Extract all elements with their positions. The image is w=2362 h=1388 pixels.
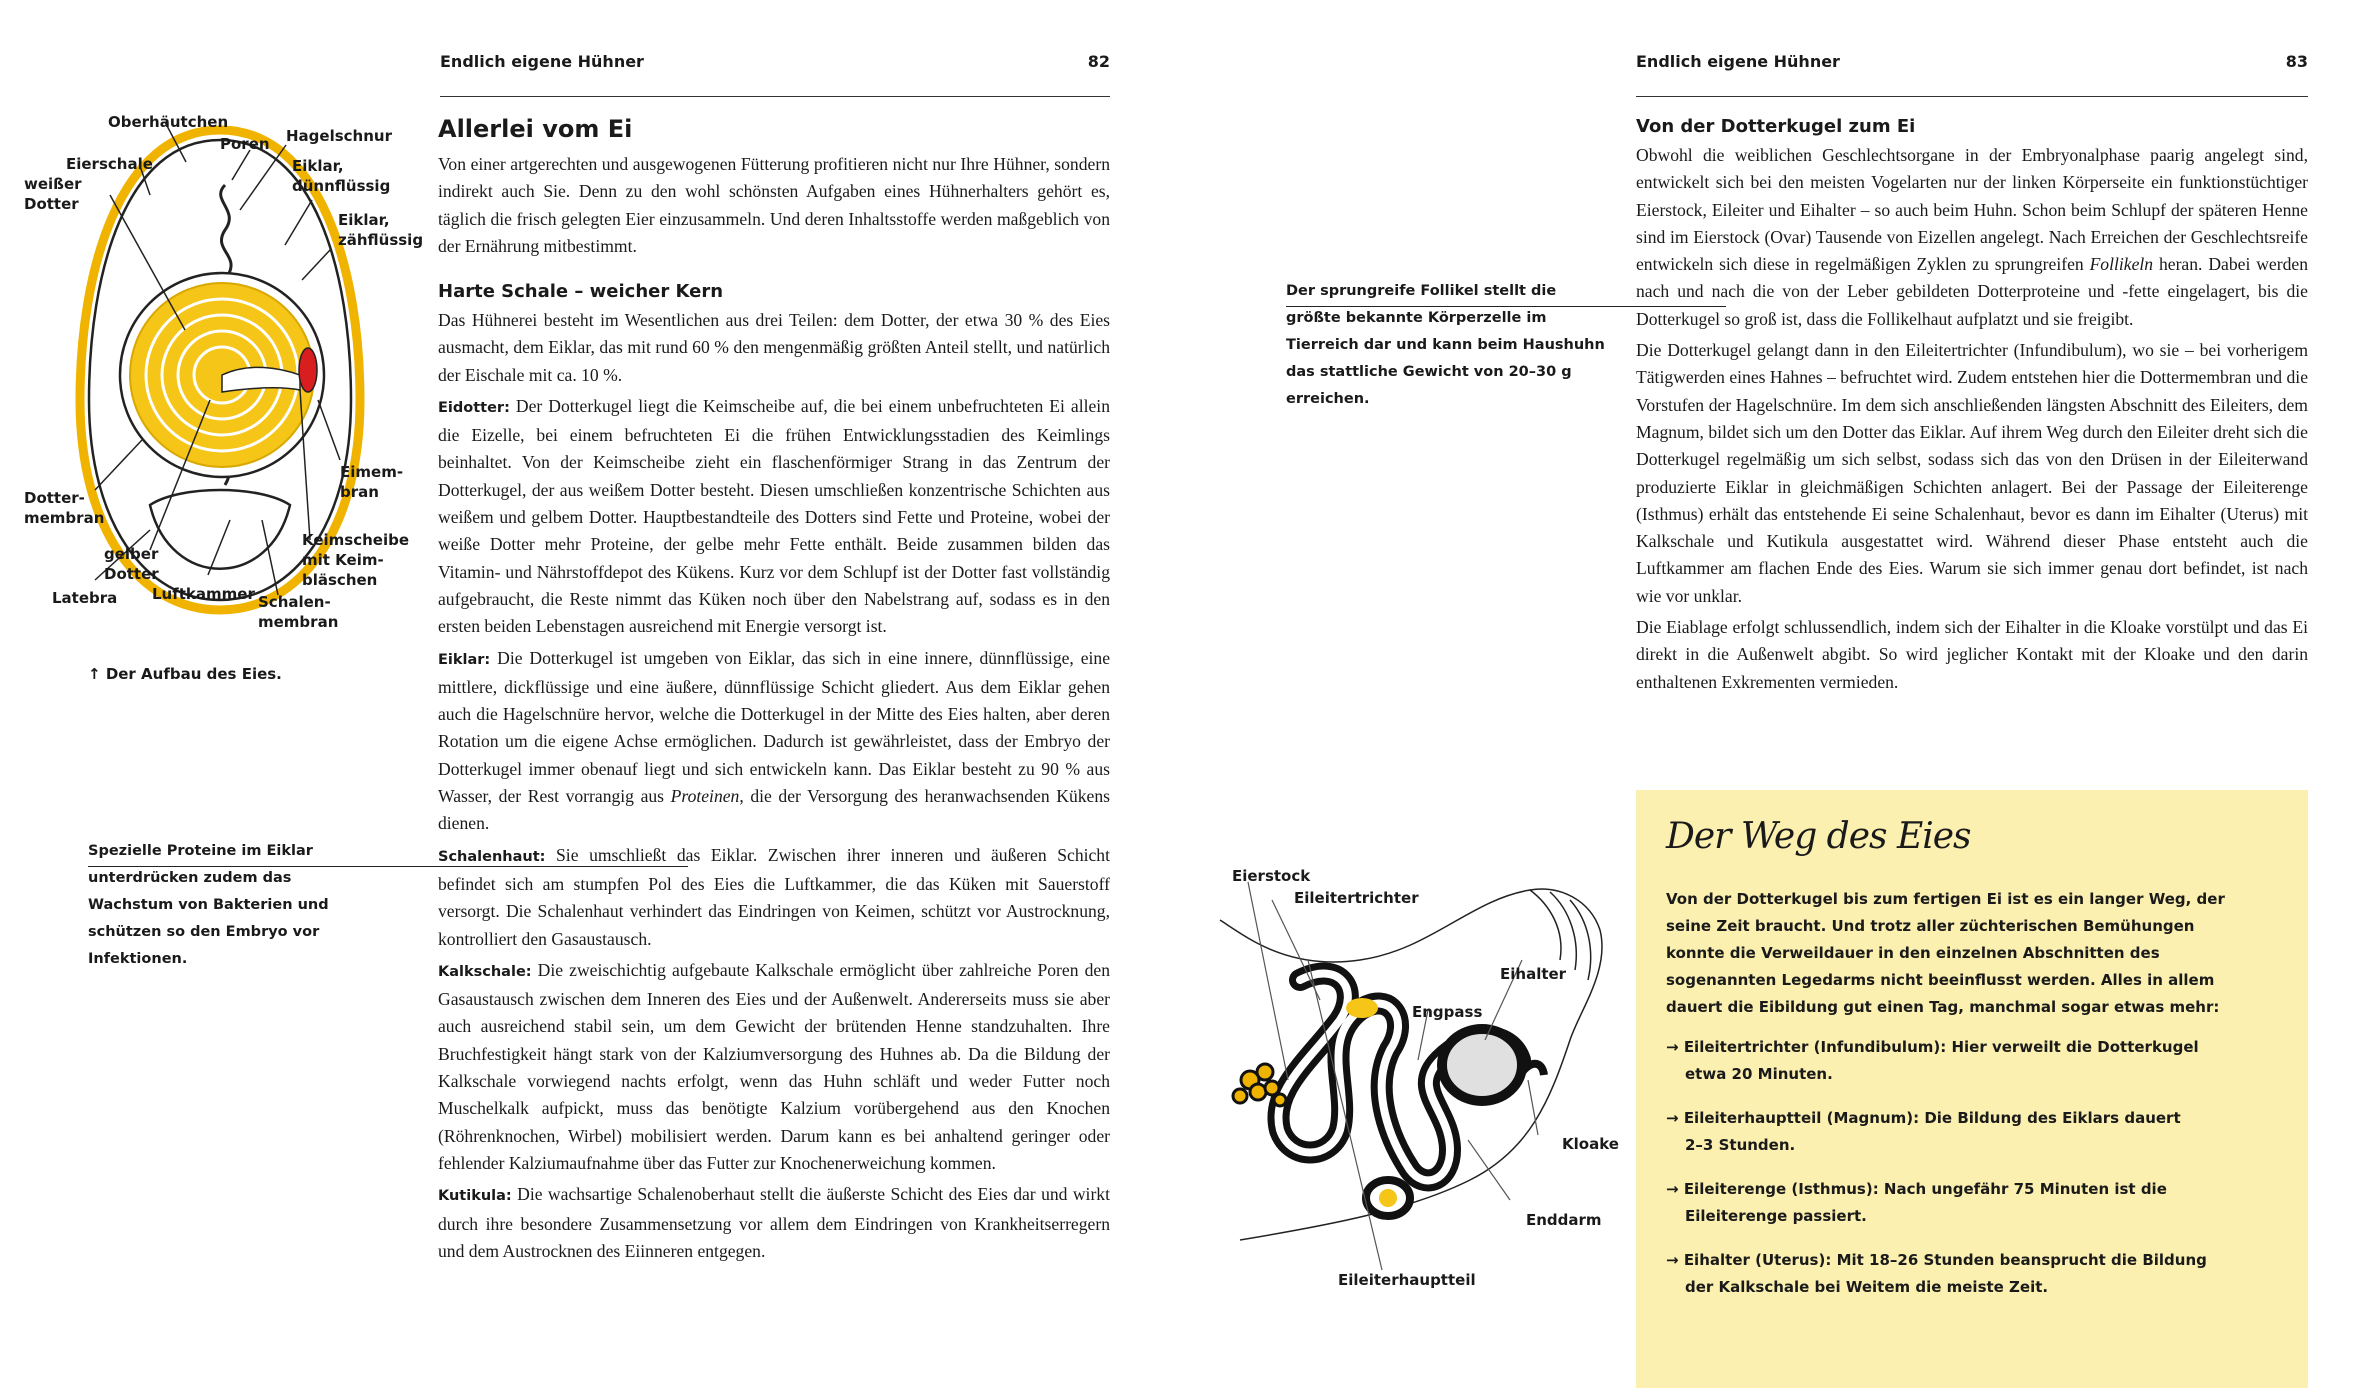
hen-label-kloake: Kloake (1562, 1135, 1619, 1153)
hen-label-eierstock: Eierstock (1232, 867, 1311, 885)
egg-label-gelber-dotter: gelber Dotter (104, 545, 159, 583)
sub-intro: Das Hühnerei besteht im Wesentlichen aus drei Teilen: dem Dotter, der etwa 30 % des Eies ausmacht, dem Eiklar, das mit rund 60 % den mengenmäßig größten Anteil stellt, und natürlich der Eischale mit ca. 10 %. (438, 310, 1110, 385)
left-sidenote: Spezielle Proteine im Eiklar unterdrücken zudem das Wachstum von Bakterien und schützen so den Embryo vor Infektionen. (88, 843, 329, 967)
egg-label-dottermembran: Dotter- membran (24, 489, 105, 527)
left-header-title: Endlich eigene Hühner (440, 52, 644, 71)
yolk-top (1346, 998, 1378, 1018)
egg-label-latebra: Latebra (52, 589, 118, 607)
hen-label-eileiterhauptteil: Eileiterhauptteil (1338, 1271, 1476, 1289)
right-page-number: 83 (2285, 52, 2308, 71)
latebra (222, 367, 300, 392)
eihalter-egg (1442, 1029, 1522, 1101)
info-box (1636, 790, 2308, 1388)
kalkschale-paragraph: Kalkschale: Die zweischichtig aufgebaute Kalkschale ermöglicht über zahlreiche Poren den Gasaustausch zwischen dem Inneren des Eies und der Außenwelt. Andererseits muss sie aber auch ausreichend stabil sein, um dem Gewicht der brütenden Henne standzuhalten. Ihre Bruchfestigkeit hängt stark von der Kalziumversorgung des Huhnes ab. Da die Bildung der Kalkschale vorwiegend nachts erfolgt, wenn das Huhn schläft und weder Futter noch Muschelkalk aufpickt, muss das benötigte Kalzium vorübergehend aus den Knochen (Röhrenknochen, Wirbel) mobilisiert werden. Darum kann es bei anhaltend geringer oder fehlender Kalziumaufnahme über das Futter zur Knochenerweichung kommen. (438, 959, 1110, 1173)
info-box-step: → Eihalter (Uterus): Mit 18–26 Stunden beansprucht die Bildung der Kalkschale bei Weitem die meiste Zeit. (1666, 1251, 2207, 1296)
info-box-step: → Eileiterhauptteil (Magnum): Die Bildung des Eiklars dauert 2–3 Stunden. (1666, 1109, 2181, 1154)
egg-label-keimscheibe: Keimscheibe mit Keim- bläschen (302, 531, 410, 589)
hen-label-eihalter: Eihalter (1500, 965, 1567, 983)
info-box-intro: Von der Dotterkugel bis zum fertigen Ei ist es ein langer Weg, der seine Zeit braucht. Und trotz aller züchterischen Bemühungen konnte die Verweildauer in den einzelnen Abschnitten des sogenannten Legedarms nicht beeinflusst werden. Alles in allem dauert die Eibildung gut einen Tag, manchmal sogar etwas mehr: (1666, 890, 2225, 1016)
egg-caption: ↑ Der Aufbau des Eies. (88, 665, 282, 683)
egg-label-eierschale: Eierschale (66, 155, 153, 173)
hen-label-eileitertrichter: Eileitertrichter (1294, 889, 1419, 907)
info-box-step: → Eileiterenge (Isthmus): Nach ungefähr 75 Minuten ist die Eileiterenge passiert. (1666, 1180, 2167, 1225)
ovary (1233, 1064, 1286, 1106)
arrow-right-icon: → (1666, 1251, 1679, 1269)
egg-label-eiklar-duenn: Eiklar, dünnflüssig (292, 157, 391, 195)
caption-arrow-icon: ↑ (88, 665, 101, 683)
left-page-number: 82 (1087, 52, 1110, 71)
egg-label-eimembran: Eimem- bran (340, 463, 404, 501)
egg-label-weisser-dotter: weißer Dotter (24, 175, 82, 213)
info-box-title: Der Weg des Eies (1666, 816, 1971, 857)
left-header (440, 48, 1110, 97)
right-paragraph-1: Obwohl die weiblichen Geschlechtsorgane in der Embryonalphase paarig angelegt sind, entwickelt sich bei den meisten Vogelarten nur der linken Körperseite ein funktionstüchtiger Eierstock, Eileiter und Eihalter – so auch beim Huhn. Schon beim Schlupf der späteren Henne sind im Eierstock (Ovar) Tausende von Eizellen angelegt. Nach Erreichen der Geschlechtsreife entwickeln sich diese in regelmäßigen Zyklen zu sprungreifen Follikeln heran. Dabei werden nach und nach die von der Leber gebildeten Dotterproteine und -fette eingelagert, bis die Dotterkugel so groß ist, dass die Follikelhaut aufplatzt und sie freigibt. (1636, 145, 2308, 329)
egg-label-eiklar-zaeh: Eiklar, zähflüssig (338, 211, 424, 249)
egg-label-hagelschnur: Hagelschnur (286, 127, 392, 145)
hen-label-engpass: Engpass (1412, 1003, 1483, 1021)
germinal-disc (299, 348, 317, 392)
right-paragraph-3: Die Eiablage erfolgt schlussendlich, indem sich der Eihalter in die Kloake vorstülpt und das Ei direkt in die Außenwelt abgibt. So wird jeglicher Kontakt mit der Kloake und den darin enthaltenen Exkrementen vermieden. (1636, 617, 2308, 692)
right-body (1636, 142, 2308, 700)
arrow-right-icon: → (1666, 1109, 1679, 1127)
arrow-right-icon: → (1666, 1180, 1679, 1198)
eidotter-paragraph: Eidotter: Der Dotterkugel liegt die Keimscheibe auf, die bei einem unbefruchteten Ei allein die Eizelle, bei einem befruchteten Ei die frühen Entwicklungsstadien des Keimlings beinhaltet. Von der Keimscheibe zieht ein flaschenförmiger Strang in das Zentrum der Dotterkugel, der aus weißem Dotter besteht. Diesen umschließen konzentrische Schichten aus weißem und gelbem Dotter. Hauptbestandteile des Dotters sind Fette und Proteine, wobei der weiße Dotter mehr Proteine, der gelbe mehr Fette enthält. Beide zusammen bilden das Vitamin- und Nährstoffdepot des Kükens. Kurz vor dem Schlupf ist der Dotter fast vollständig aufgebraucht, die Reste nimmt das Küken noch über den Nabelstrang auf, sodass es in den ersten beiden Lebenstagen ausreichend mit Energie versorgt ist. (438, 395, 1110, 637)
right-sidenote: Der sprungreife Follikel stellt die größte bekannte Körperzelle im Tierreich dar und kann beim Haushuhn das stattliche Gewicht von 20–30 g erreichen. (1286, 283, 1605, 407)
arrow-right-icon: → (1666, 1038, 1679, 1056)
schalenhaut-paragraph: Schalenhaut: Sie umschließt das Eiklar. Zwischen ihrer inneren und äußeren Schicht befindet sich am stumpfen Pol des Eies die Luftkammer, die das Küken mit Sauerstoff versorgt. Die Schalenhaut verhindert das Eindringen von Keimen, schützt vor Austrocknung, kontrolliert den Gasaustausch. (438, 844, 1110, 949)
egg-label-luftkammer: Luftkammer (152, 585, 255, 603)
right-header-title: Endlich eigene Hühner (1636, 52, 1840, 71)
left-subheading: Harte Schale – weicher Kern (438, 281, 724, 302)
egg-label-poren: Poren (220, 135, 270, 153)
kutikula-paragraph: Kutikula: Die wachsartige Schalenoberhaut stellt die äußerste Schicht des Eies dar und wirkt durch ihre besondere Zusammensetzung vor allem dem Eindringen von Krankheitserregern und dem Austrocknen des Eiinneren entgegen. (438, 1184, 1110, 1261)
left-intro: Von einer artgerechten und ausgewogenen Fütterung profitieren nicht nur Ihre Hühner, sondern indirekt auch Sie. Denn zu den wohl schönsten Aufgaben eines Hühnerhalters gehört es, täglich die frisch gelegten Eier einzusammeln. Und deren Inhaltsstoffe werden maßgeblich von der Ernährung mitbestimmt. (438, 154, 1110, 256)
egg-label-schalenmembran: Schalen- membran (258, 593, 339, 631)
info-box-step: → Eileitertrichter (Infundibulum): Hier verweilt die Dotterkugel etwa 20 Minuten. (1666, 1038, 2199, 1083)
cloaca (1520, 1064, 1544, 1075)
eiklar-paragraph: Eiklar: Die Dotterkugel ist umgeben von Eiklar, das sich in eine innere, dünnflüssige, eine mittlere, dickflüssige und eine äußere, dünnflüssige Schicht gliedert. Aus dem Eiklar gehen auch die Hagelschnüre hervor, welche die Dotterkugel in der Mitte des Eies halten, aber deren Rotation um die eigene Achse ermöglichen. Dadurch ist gewährleistet, dass der Embryo der Dotterkugel immer obenauf liegt und sich entwickeln kann. Das Eiklar besteht zu 90 % aus Wasser, der Rest vorrangig aus Proteinen, die der Versorgung des heranwachsenden Kükens dienen. (438, 647, 1110, 834)
left-body (438, 307, 1110, 1269)
left-heading: Allerlei vom Ei (438, 115, 633, 143)
right-heading: Von der Dotterkugel zum Ei (1636, 116, 1916, 137)
hen-label-enddarm: Enddarm (1526, 1211, 1602, 1229)
egg-label-oberhaeutchen: Oberhäutchen (108, 113, 229, 131)
right-header (1636, 48, 2308, 97)
hen-body-outline (1220, 889, 1602, 1240)
right-paragraph-2: Die Dotterkugel gelangt dann in den Eileitertrichter (Infundibulum), wo sie – bei vorherigem Tätigwerden eines Hahnes – befruchtet wird. Zudem entstehen hier die Dottermembran und die Vorstufen der Hagelschnüre. Im dem sich anschließenden längsten Abschnitt des Eileiters, dem Magnum, bildet sich um den Dotter das Eiklar. Auf ihrem Weg durch den Eileiter dreht sich die Dotterkugel regelmäßig um sich selbst, sodass sich das von den Drüsen in der Eileiterwand produzierte Eiklar in gleichmäßigen Schichten anlagert. Bei der Passage der Eileiterenge (Isthmus) erhält das entstehende Ei seine Schalenhaut, bevor es dann im Eihalter (Uterus) mit Kalkschale und Kutikula ausgestattet wird. Während dieser Phase entsteht auch die Luftkammer am flachen Ende des Eies. Warum sie sich immer genau dort befindet, ist nach wie vor unklar. (1636, 340, 2308, 606)
